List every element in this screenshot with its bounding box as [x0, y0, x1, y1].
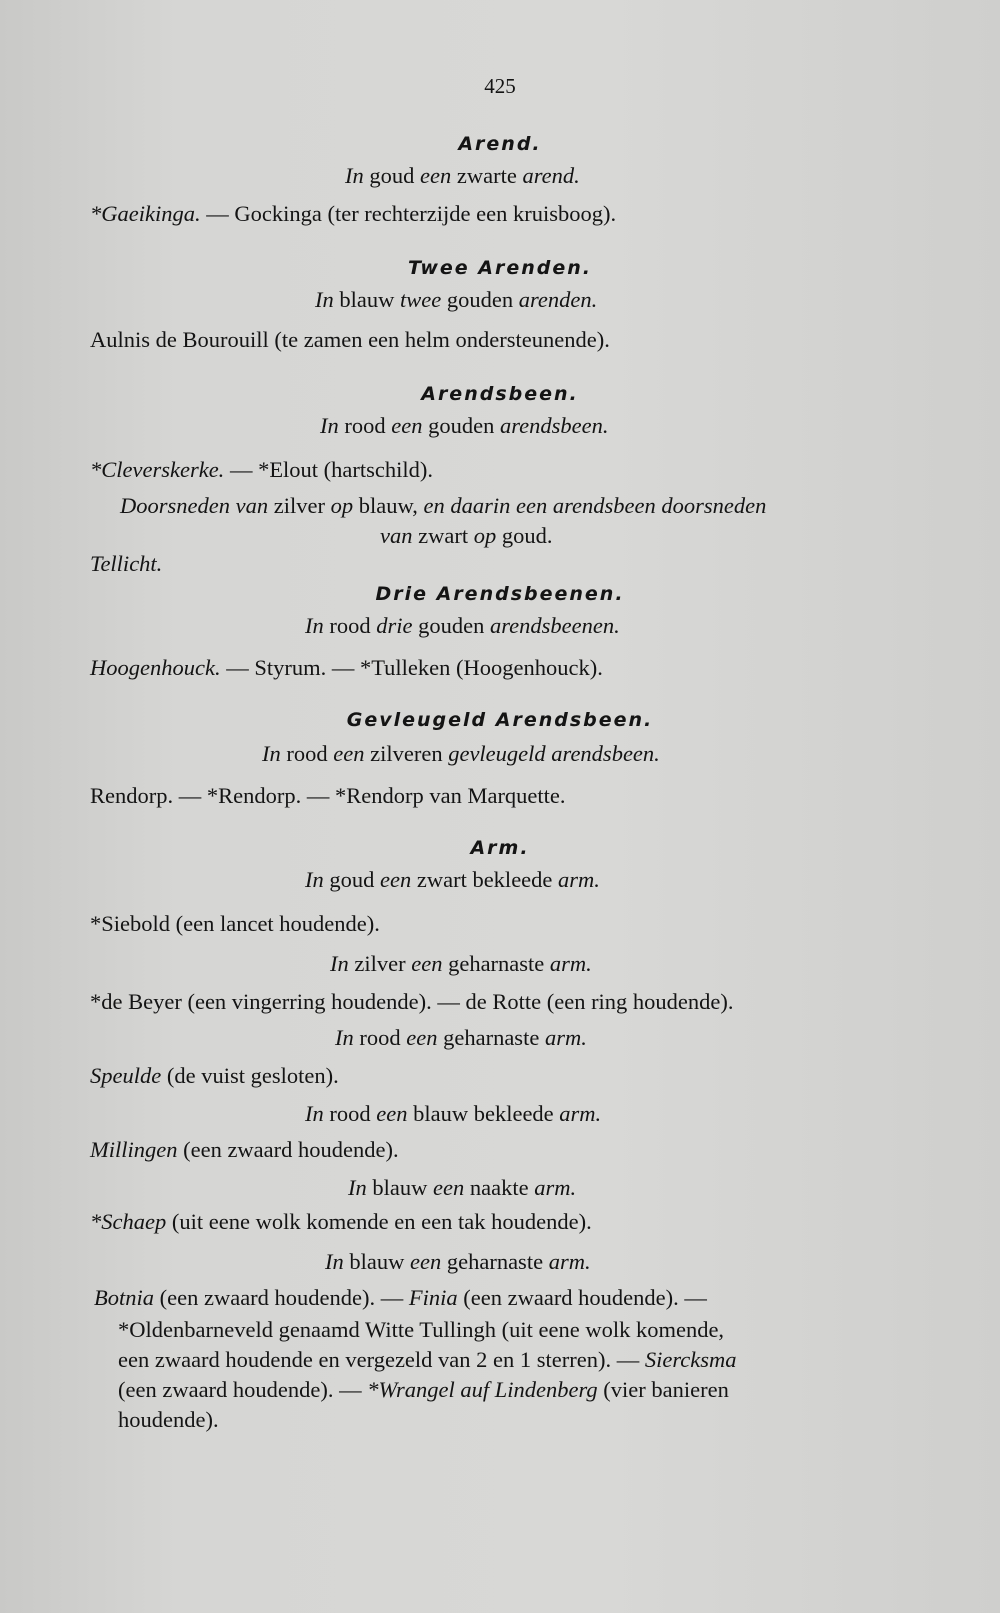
blazon-line: In rood drie gouden arendsbeenen. — [305, 613, 620, 638]
family-line: *de Beyer (een vingerring houdende). — de Rotte (een ring houdende). — [90, 989, 734, 1014]
section-heading-arend: Arend. — [458, 133, 542, 155]
blazon-line: In blauw twee gouden arenden. — [315, 287, 598, 312]
blazon-line: In goud een zwarte arend. — [345, 163, 580, 188]
family-line: *Siebold (een lancet houdende). — [90, 911, 380, 936]
family-line: (een zwaard houdende). — *Wrangel auf Lindenberg (vier banieren — [118, 1377, 729, 1402]
section-heading-twee-arenden: Twee Arenden. — [407, 257, 592, 279]
family-line: Botnia (een zwaard houdende). — Finia (een zwaard houdende). — — [94, 1285, 707, 1310]
family-line: *Schaep (uit eene wolk komende en een tak houdende). — [90, 1209, 592, 1234]
family-line: Aulnis de Bourouill (te zamen een helm ondersteunende). — [90, 327, 610, 352]
blazon-line: Doorsneden van zilver op blauw, en daarin een arendsbeen doorsneden — [120, 493, 767, 518]
family-line: Rendorp. — *Rendorp. — *Rendorp van Marquette. — [90, 783, 566, 808]
blazon-line: In blauw een geharnaste arm. — [325, 1249, 591, 1274]
family-line: Tellicht. — [90, 551, 163, 576]
family-line: *Gaeikinga. — Gockinga (ter rechterzijde een kruisboog). — [90, 201, 617, 226]
blazon-line: In goud een zwart bekleede arm. — [305, 867, 600, 892]
section-heading-drie-arendsbeenen: Drie Arendsbeenen. — [375, 583, 625, 605]
page-number: 425 — [484, 74, 516, 98]
blazon-line: In rood een gouden arendsbeen. — [320, 413, 609, 438]
family-line: Speulde (de vuist gesloten). — [90, 1063, 339, 1088]
family-line: *Cleverskerke. — *Elout (hartschild). — [90, 457, 434, 482]
section-heading-arendsbeen: Arendsbeen. — [421, 383, 579, 405]
family-line: houdende). — [118, 1407, 219, 1432]
family-line: Millingen (een zwaard houdende). — [90, 1137, 399, 1162]
family-line: *Oldenbarneveld genaamd Witte Tullingh (uit eene wolk komende, — [118, 1317, 725, 1342]
section-heading-gevleugeld-arendsbeen: Gevleugeld Arendsbeen. — [346, 709, 654, 731]
family-line: Hoogenhouck. — Styrum. — *Tulleken (Hoogenhouck). — [90, 655, 603, 680]
blazon-line: In rood een blauw bekleede arm. — [305, 1101, 602, 1126]
section-heading-arm: Arm. — [470, 837, 530, 859]
blazon-line: In rood een geharnaste arm. — [335, 1025, 587, 1050]
blazon-line: In blauw een naakte arm. — [348, 1175, 577, 1200]
blazon-line: van zwart op goud. — [380, 523, 553, 548]
family-line: een zwaard houdende en vergezeld van 2 en 1 sterren). — Siercksma — [118, 1347, 737, 1372]
blazon-line: In rood een zilveren gevleugeld arendsbeen. — [262, 741, 660, 766]
blazon-line: In zilver een geharnaste arm. — [330, 951, 592, 976]
